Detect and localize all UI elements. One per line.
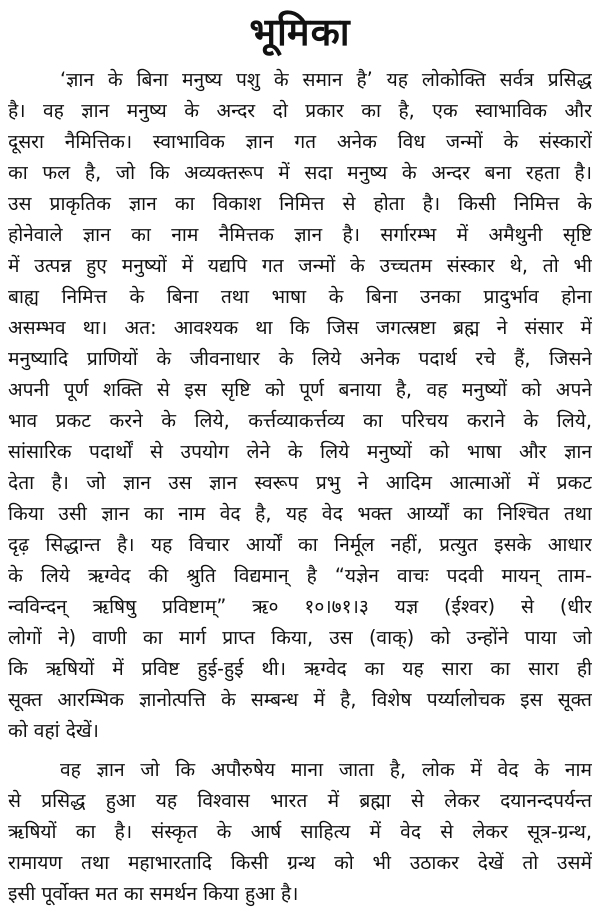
text-line: न्वविन्दन् ऋषिषु प्रविष्टाम्” ऋ० १०।७१।३ यज्ञ (ईश्वर) से (धीर: [8, 595, 592, 618]
text-line: कि ऋषियों में प्रविष्ट हुई-हुई थी। ऋग्वेद का यह सारा का सारा ही: [8, 657, 592, 680]
text-line: बाह्य निमित्त के बिना तथा भाषा के बिना उनका प्रादुर्भाव होना: [8, 285, 592, 308]
text-line: में उत्पन्न हुए मनुष्यों में यद्यपि गत जन्मों के उच्चतम संस्कार थे, तो भी: [8, 254, 592, 277]
text-line: देता है। जो ज्ञान उस ज्ञान स्वरूप प्रभु ने आदिम आत्माओं में प्रकट: [8, 471, 592, 494]
text-line: किया उसी ज्ञान का नाम वेद है, यह वेद भक्त आर्य्यों का निश्चित तथा: [8, 502, 592, 525]
text-line: इसी पूर्वोक्त मत का समर्थन किया हुआ है।: [8, 882, 299, 905]
text-line: ऋषियों का है। संस्कृत के आर्ष साहित्य में वेद से लेकर सूत्र-ग्रन्थ,: [8, 820, 592, 843]
text-line: है। वह ज्ञान मनुष्य के अन्दर दो प्रकार का है, एक स्वाभाविक और: [8, 99, 592, 122]
text-line: को वहां देखें।: [8, 719, 99, 742]
text-line: दूसरा नैमित्तिक। स्वाभाविक ज्ञान गत अनेक विध जन्मों के संस्कारों: [8, 130, 592, 153]
text-line: होनेवाले ज्ञान का नाम नैमित्तक ज्ञान है। सर्गारम्भ में अमैथुनी सृष्टि: [8, 223, 592, 246]
text-line: उस प्राकृतिक ज्ञान का विकाश निमित्त से होता है। किसी निमित्त के: [8, 192, 592, 215]
text-line: दृढ़ सिद्धान्त है। यह विचार आर्यों का निर्मूल नहीं, प्रत्युत इसके आधार: [8, 533, 592, 556]
paragraph-1: [8, 64, 592, 746]
text-line: लोगों ने) वाणी का मार्ग प्राप्त किया, उस (वाक्) को उन्होंने पाया जो: [8, 626, 592, 649]
paragraph-2: [8, 754, 592, 909]
text-line: के लिये ऋग्वेद की श्रुति विद्यमान् है “यज्ञेन वाचः पदवी मायन् ताम-: [8, 564, 592, 587]
text-line: असम्भव था। अत: आवश्यक था कि जिस जगत्स्रष्टा ब्रह्म ने संसार में: [8, 316, 592, 339]
text-line: रामायण तथा महाभारतादि किसी ग्रन्थ को भी उठाकर देखें तो उसमें: [8, 851, 592, 874]
page-title: भूमिका: [249, 10, 351, 54]
text-line: अपनी पूर्ण शक्ति से इस सृष्टि को पूर्ण बनाया है, वह मनुष्यों को अपने: [8, 378, 592, 401]
text-line: सांसारिक पदार्थों से उपयोग लेने के लिये मनुष्यों को भाषा और ज्ञान: [8, 440, 592, 463]
text-line: सूक्त आरम्भिक ज्ञानोत्पत्ति के सम्बन्ध में है, विशेष पर्य्यालोचक इस सूक्त: [8, 688, 592, 711]
text-line: वह ज्ञान जो कि अपौरुषेय माना जाता है, लोक में वेद के नाम: [60, 758, 592, 781]
paragraph-gap: [8, 746, 592, 754]
text-line: का फल है, जो कि अव्यक्तरूप में सदा मनुष्य के अन्दर बना रहता है।: [8, 161, 592, 184]
text-line: ‘ज्ञान के बिना मनुष्य पशु के समान है’ यह लोकोक्ति सर्वत्र प्रसिद्ध: [60, 68, 592, 91]
text-line: भाव प्रकट करने के लिये, कर्त्तव्याकर्त्तव्य का परिचय कराने के लिये,: [8, 409, 592, 432]
text-line: मनुष्यादि प्राणियों के जीवनाधार के लिये अनेक पदार्थ रचे हैं, जिसने: [8, 347, 592, 370]
text-line: से प्रसिद्ध हुआ यह विश्वास भारत में ब्रह्मा से लेकर दयानन्दपर्यन्त: [8, 789, 592, 812]
